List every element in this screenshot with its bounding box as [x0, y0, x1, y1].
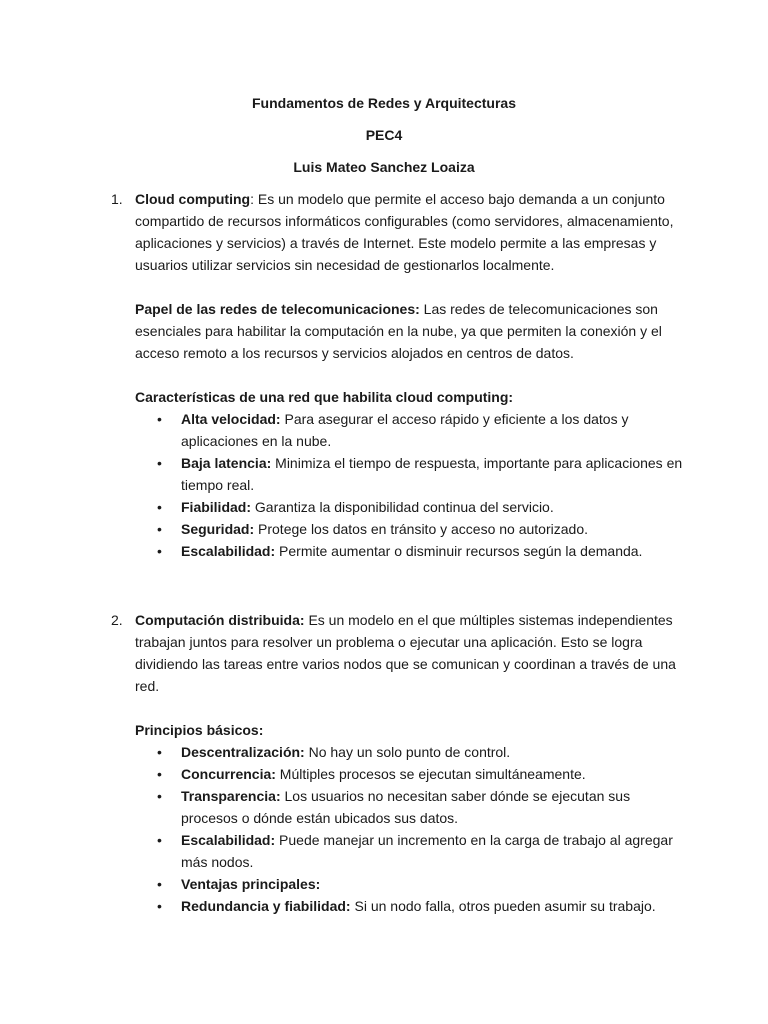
bullet-icon: • — [157, 744, 162, 760]
item-text: Para asegurar el acceso rápido y eficiente a los datos y aplicaciones en la nube. — [181, 411, 629, 449]
course-title: Fundamentos de Redes y Arquitecturas — [252, 95, 516, 111]
list-item — [135, 763, 683, 785]
distributed-term: Computación distribuida: — [135, 612, 305, 628]
item-label: Transparencia: — [181, 788, 281, 804]
item-text: Permite aumentar o disminuir recursos según la demanda. — [275, 543, 643, 559]
bullet-icon: • — [157, 411, 162, 427]
item-text: Garantiza la disponibilidad continua del servicio. — [251, 499, 554, 515]
cloud-term: Cloud computing — [135, 191, 251, 207]
item-label: Seguridad: — [181, 521, 255, 537]
item-text: Minimiza el tiempo de respuesta, importante para aplicaciones en tiempo real. — [181, 455, 683, 493]
bullet-icon: • — [157, 832, 162, 848]
bullet-icon: • — [157, 876, 162, 892]
item-label: Escalabilidad: — [181, 543, 276, 559]
section-number: 1. — [111, 191, 123, 207]
telecom-role-paragraph — [135, 298, 683, 364]
list-item — [135, 785, 683, 829]
item-label: Ventajas principales: — [181, 876, 321, 892]
list-item — [135, 829, 683, 873]
principles-list — [135, 741, 683, 917]
list-item — [135, 741, 683, 763]
item-label: Baja latencia: — [181, 455, 272, 471]
assignment-title: PEC4 — [365, 127, 403, 143]
features-list — [135, 408, 683, 562]
list-item — [135, 408, 683, 452]
item-text: No hay un solo punto de control. — [304, 744, 511, 760]
item-text: Múltiples procesos se ejecutan simultáneamente. — [275, 766, 586, 782]
bullet-icon: • — [157, 521, 162, 537]
cloud-definition-paragraph — [135, 188, 683, 276]
list-item — [135, 496, 683, 518]
distributed-definition: Es un modelo en el que múltiples sistemas independientes trabajan juntos para resolver un problema o ejecutar una aplicación. Esto se logra dividiendo las tareas entre varios nodos que se comunican y coordinan a través de una red. — [135, 612, 676, 694]
item-label: Escalabilidad: — [181, 832, 276, 848]
item-label: Concurrencia: — [181, 766, 276, 782]
item-text: Puede manejar un incremento en la carga de trabajo al agregar más nodos. — [181, 832, 673, 870]
item-label: Descentralización: — [181, 744, 305, 760]
telecom-role-text: Las redes de telecomunicaciones son esenciales para habilitar la computación en la nube, ya que permiten la conexión y el acceso remoto a los recursos y servicios alojados en centros de datos. — [135, 301, 662, 361]
principles-heading: Principios básicos: — [135, 722, 264, 738]
list-item — [135, 895, 683, 917]
item-text: Los usuarios no necesitan saber dónde se ejecutan sus procesos o dónde están ubicados sus datos. — [181, 788, 631, 826]
list-item — [135, 540, 683, 562]
item-label: Fiabilidad: — [181, 499, 251, 515]
item-text: Si un nodo falla, otros pueden asumir su trabajo. — [350, 898, 656, 914]
item-text: Protege los datos en tránsito y acceso no autorizado. — [254, 521, 588, 537]
list-item — [135, 873, 683, 895]
bullet-icon: • — [157, 788, 162, 804]
item-label: Alta velocidad: — [181, 411, 281, 427]
distributed-definition-paragraph — [135, 609, 683, 697]
bullet-icon: • — [157, 766, 162, 782]
section-distributed-computing — [111, 609, 683, 917]
section-cloud-computing — [111, 188, 683, 562]
bullet-icon: • — [157, 455, 162, 471]
cloud-definition: : Es un modelo que permite el acceso bajo demanda a un conjunto compartido de recursos informáticos configurables (como servidores, almacenamiento, aplicaciones y servicios) a través de Internet. Este modelo permite a las empresas y usuarios utilizar servicios sin necesidad de gestionarlos localmente. — [135, 191, 674, 273]
section-number: 2. — [111, 612, 123, 628]
list-item — [135, 452, 683, 496]
telecom-role-heading: Papel de las redes de telecomunicaciones: — [135, 301, 420, 317]
principles-heading-paragraph — [135, 719, 683, 741]
bullet-icon: • — [157, 499, 162, 515]
author-name: Luis Mateo Sanchez Loaiza — [293, 159, 475, 175]
features-heading: Características de una red que habilita cloud computing: — [135, 389, 514, 405]
bullet-icon: • — [157, 543, 162, 559]
list-item — [135, 518, 683, 540]
features-heading-paragraph — [135, 386, 683, 408]
bullet-icon: • — [157, 898, 162, 914]
item-label: Redundancia y fiabilidad: — [181, 898, 351, 914]
